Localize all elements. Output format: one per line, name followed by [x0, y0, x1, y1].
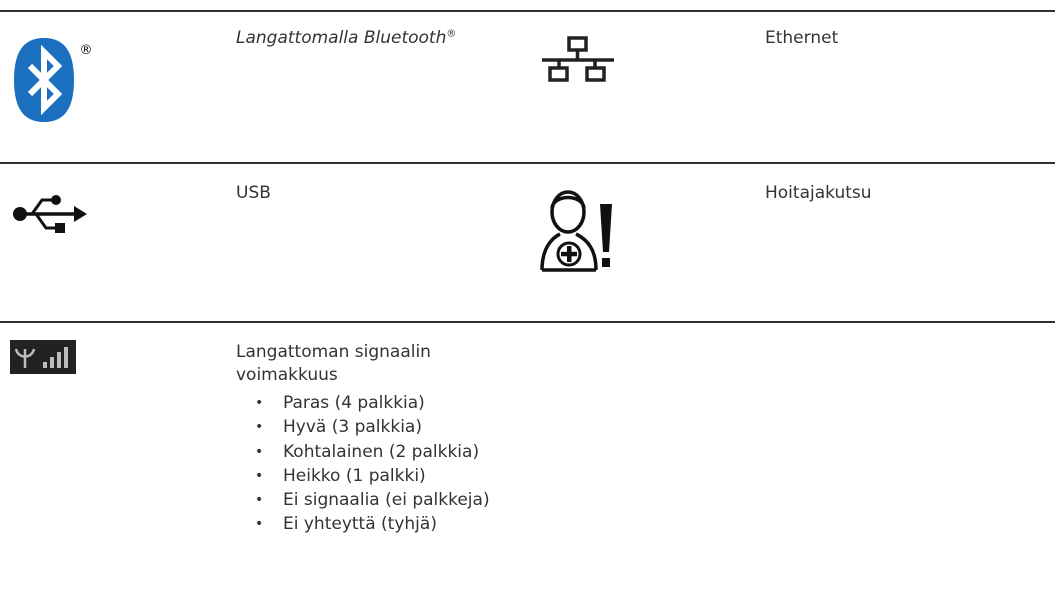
row-divider-3 — [0, 321, 1055, 323]
usb-label: USB — [236, 183, 271, 203]
bullet: • — [255, 419, 264, 436]
nurse-call-icon — [538, 186, 618, 276]
bluetooth-label-registered: ® — [446, 28, 457, 40]
list-item-text: Kohtalainen (2 palkkia) — [283, 441, 480, 462]
list-item — [236, 415, 490, 439]
list-item-text: Paras (4 palkkia) — [283, 393, 425, 413]
bluetooth-registered-mark: ® — [79, 43, 93, 58]
list-item — [236, 512, 490, 536]
bullet: • — [255, 395, 264, 411]
ethernet-icon — [540, 36, 616, 88]
list-item — [236, 488, 490, 512]
signal-strength-label-line2: voimakkuus — [236, 365, 338, 385]
ethernet-label: Ethernet — [765, 28, 839, 48]
list-item-text: Ei signaalia (ei palkkeja) — [283, 490, 490, 511]
list-item — [236, 440, 490, 464]
signal-strength-levels-list — [236, 391, 490, 537]
wireless-signal-strength-icon — [10, 340, 76, 374]
bluetooth-icon — [10, 36, 100, 126]
row-divider-top — [0, 10, 1055, 12]
list-item-text: Heikko (1 palkki) — [283, 465, 426, 486]
bullet: • — [255, 516, 264, 533]
row-divider-2 — [0, 162, 1055, 164]
bluetooth-label — [236, 27, 456, 49]
list-item-text: Ei yhteyttä (tyhjä) — [283, 514, 437, 535]
bullet: • — [255, 443, 264, 460]
bullet: • — [255, 467, 264, 484]
list-item — [236, 391, 490, 415]
usb-icon — [12, 192, 88, 236]
bullet: • — [255, 492, 264, 509]
list-item — [236, 464, 490, 488]
signal-strength-label-line1: Langattoman signaalin — [236, 342, 431, 362]
list-item-text: Hyvä (3 palkkia) — [283, 417, 422, 438]
bluetooth-label-text: Langattomalla Bluetooth — [236, 28, 447, 48]
nurse-call-label: Hoitajakutsu — [765, 183, 872, 203]
